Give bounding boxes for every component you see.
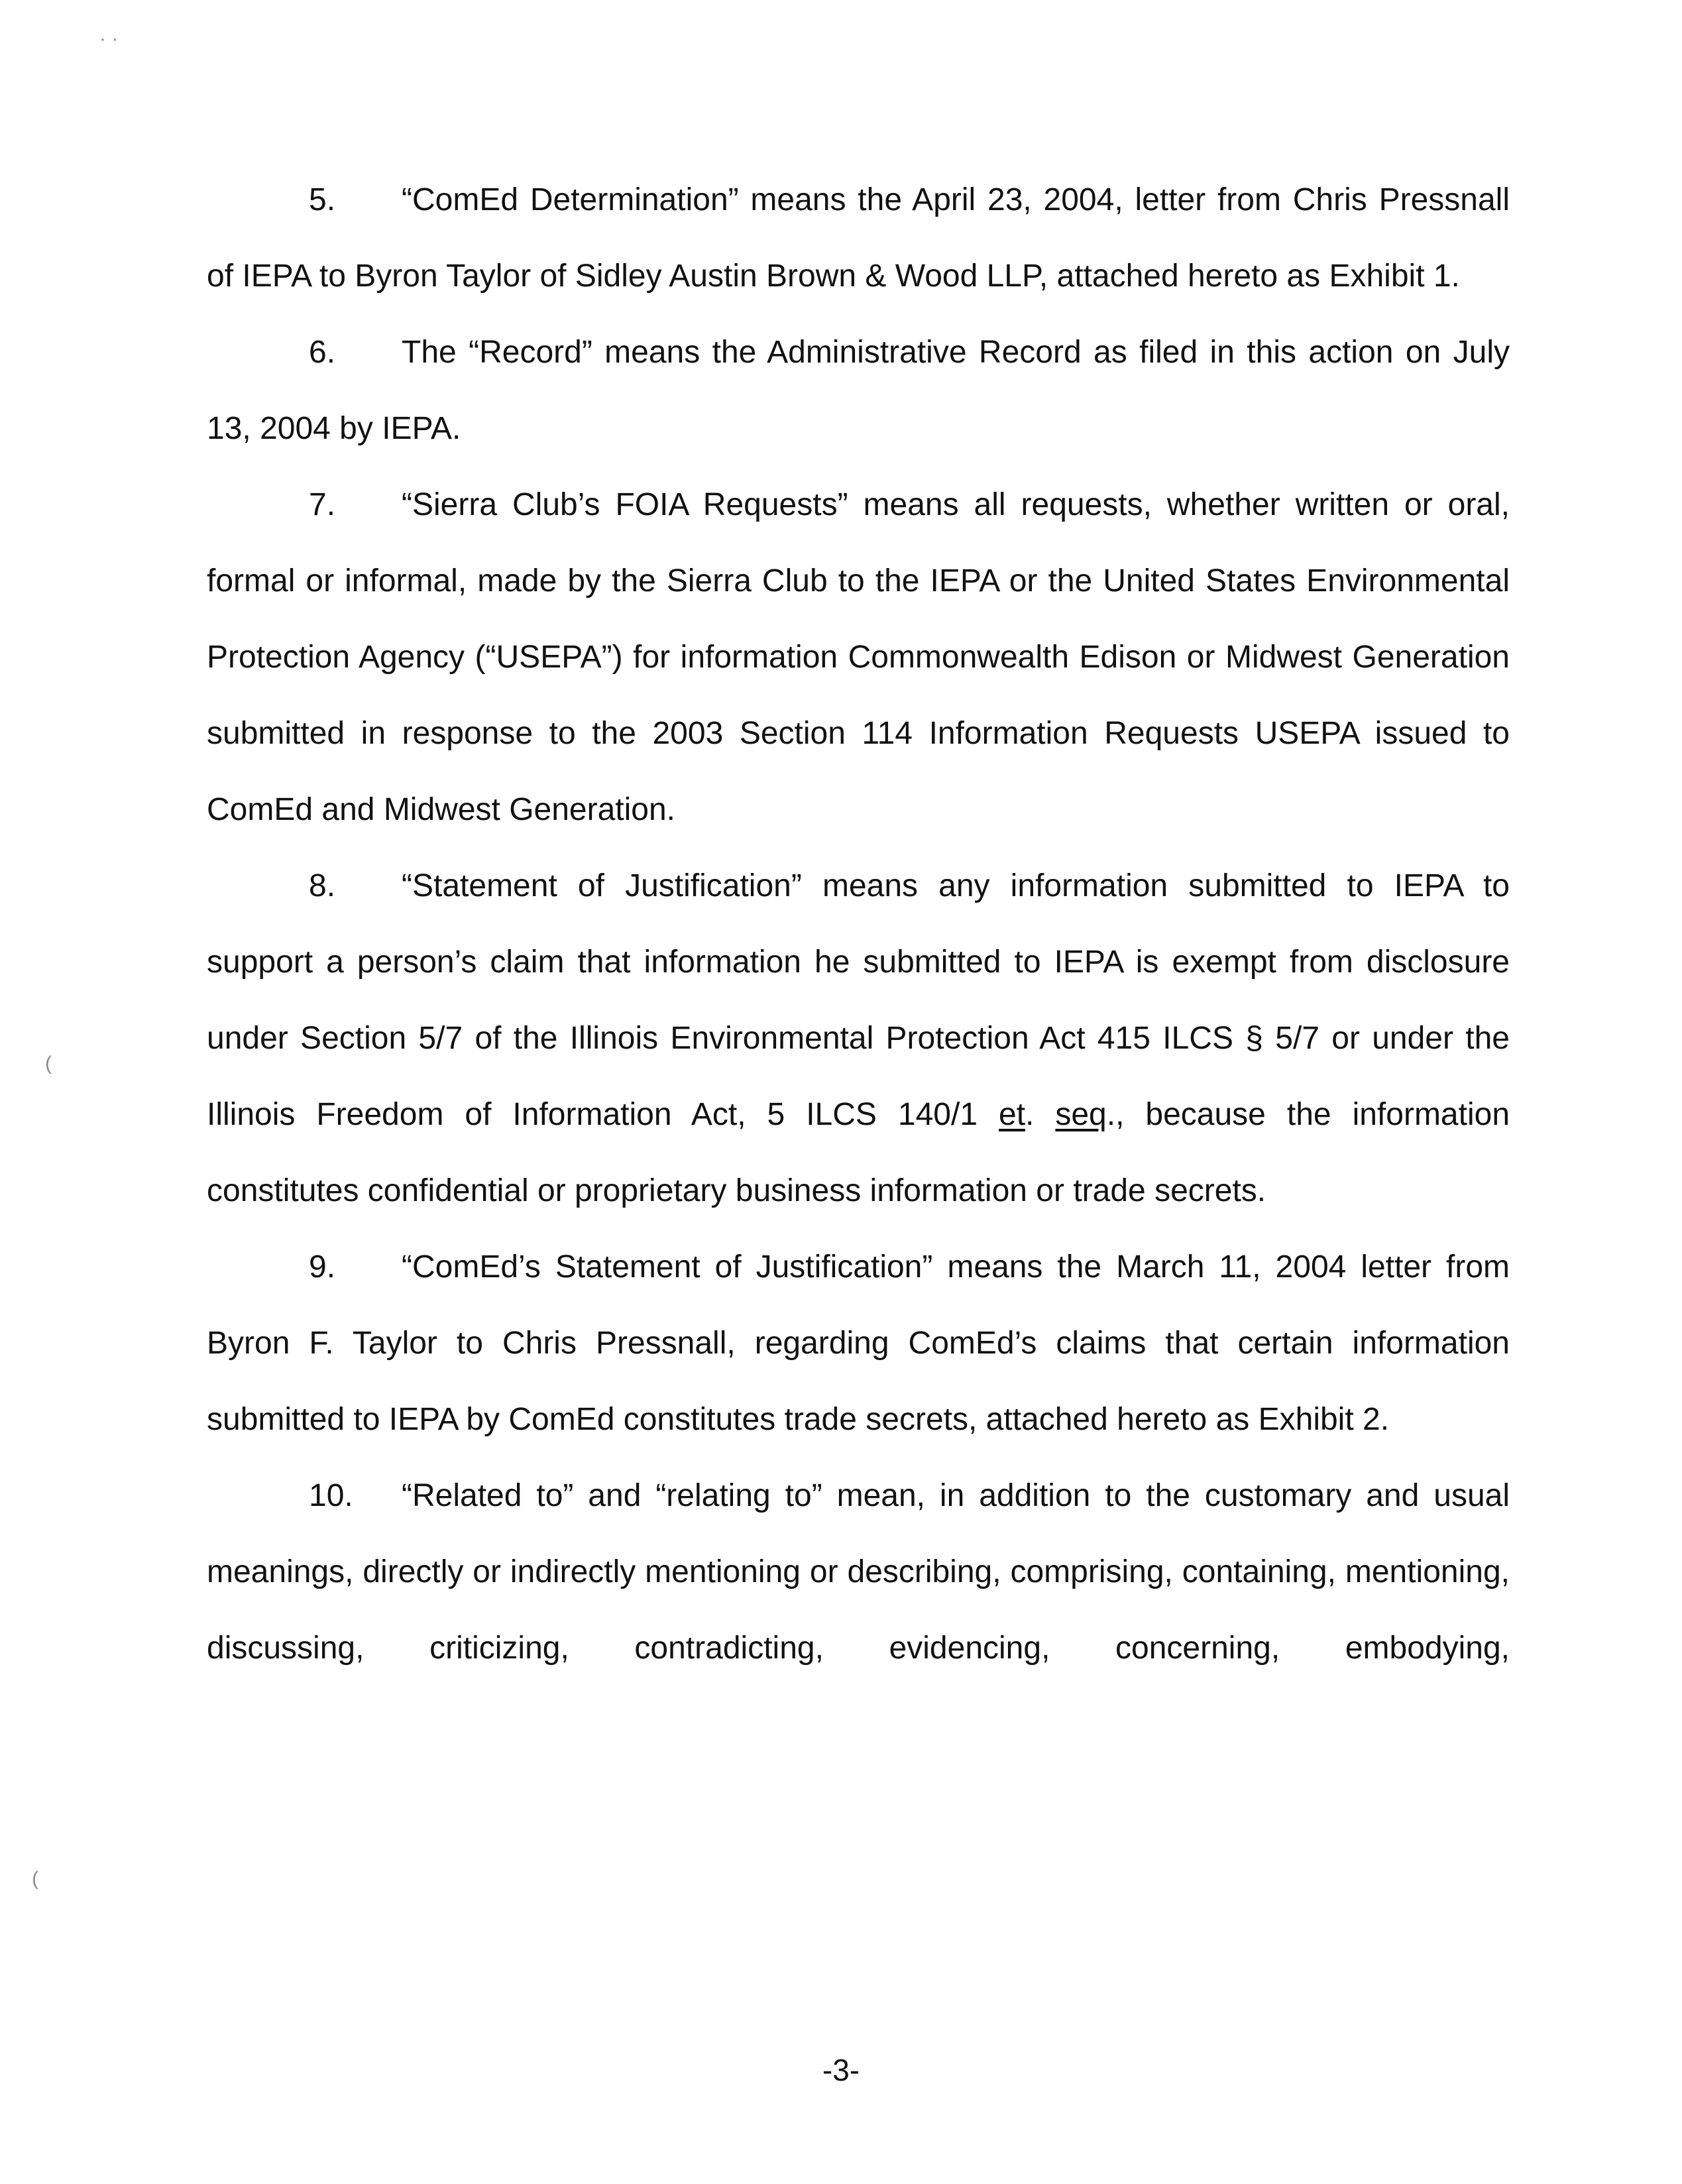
scan-speck: (: [45, 1053, 52, 1074]
et-underlined: et: [999, 1097, 1026, 1132]
paragraph-text: ., because the information constitutes confidential or proprietary business information or trade secrets.: [207, 1097, 1510, 1208]
paragraph-5: [207, 162, 1510, 314]
paragraph-number: 6.: [309, 335, 336, 370]
paragraph-text: “Statement of Justification” means any information submitted to IEPA to support a person’s claim that information he submitted to IEPA is exempt from disclosure under Section 5/7 of the Illinois Environmental Protection Act 415 ILCS § 5/7 or under the Illinois Freedom of Information Act, 5 ILCS 140/1: [207, 868, 1510, 1132]
paragraph-10: [207, 1458, 1510, 1686]
paragraph-text: “Related to” and “relating to” mean, in addition to the customary and usual meanings, directly or indirectly mentioning or describing, comprising, containing, mentioning, discussing, criticizing, contradicting, evidencing, concerning, embodying,: [207, 1478, 1510, 1666]
paragraph-number: 7.: [309, 487, 336, 522]
paragraph-text: “Sierra Club’s FOIA Requests” means all requests, whether written or oral, formal or informal, made by the Sierra Club to the IEPA or the United States Environmental Protection Agency (“USEPA”) for information Commonwealth Edison or Midwest Generation submitted in response to the 2003 Section 114 Information Requests USEPA issued to ComEd and Midwest Generation.: [207, 487, 1510, 827]
page-number: -3-: [822, 2053, 860, 2087]
paragraph-number: 9.: [309, 1249, 336, 1285]
paragraph-6: [207, 314, 1510, 467]
scan-speck: (: [32, 1868, 38, 1890]
paragraph-number: 8.: [309, 868, 336, 903]
paragraph-text: “ComEd Determination” means the April 23, 2004, letter from Chris Pressnall of IEPA to Byron Taylor of Sidley Austin Brown & Wood LLP, attached hereto as Exhibit 1.: [207, 182, 1510, 294]
paragraph-text: The “Record” means the Administrative Record as filed in this action on July 13, 2004 by IEPA.: [207, 335, 1510, 446]
paragraph-8: [207, 848, 1510, 1229]
paragraph-text: “ComEd’s Statement of Justification” means the March 11, 2004 letter from Byron F. Taylor to Chris Pressnall, regarding ComEd’s claims that certain information submitted to IEPA by ComEd constitutes trade secrets, attached hereto as Exhibit 2.: [207, 1249, 1510, 1437]
scan-speck: · ·: [99, 28, 119, 50]
paragraph-text: .: [1025, 1097, 1056, 1132]
paragraph-number: 10.: [309, 1478, 353, 1513]
seq-underlined: seq: [1055, 1097, 1107, 1132]
paragraph-number: 5.: [309, 182, 336, 217]
paragraph-7: [207, 467, 1510, 848]
paragraph-9: [207, 1229, 1510, 1458]
body-text: [207, 162, 1510, 1686]
